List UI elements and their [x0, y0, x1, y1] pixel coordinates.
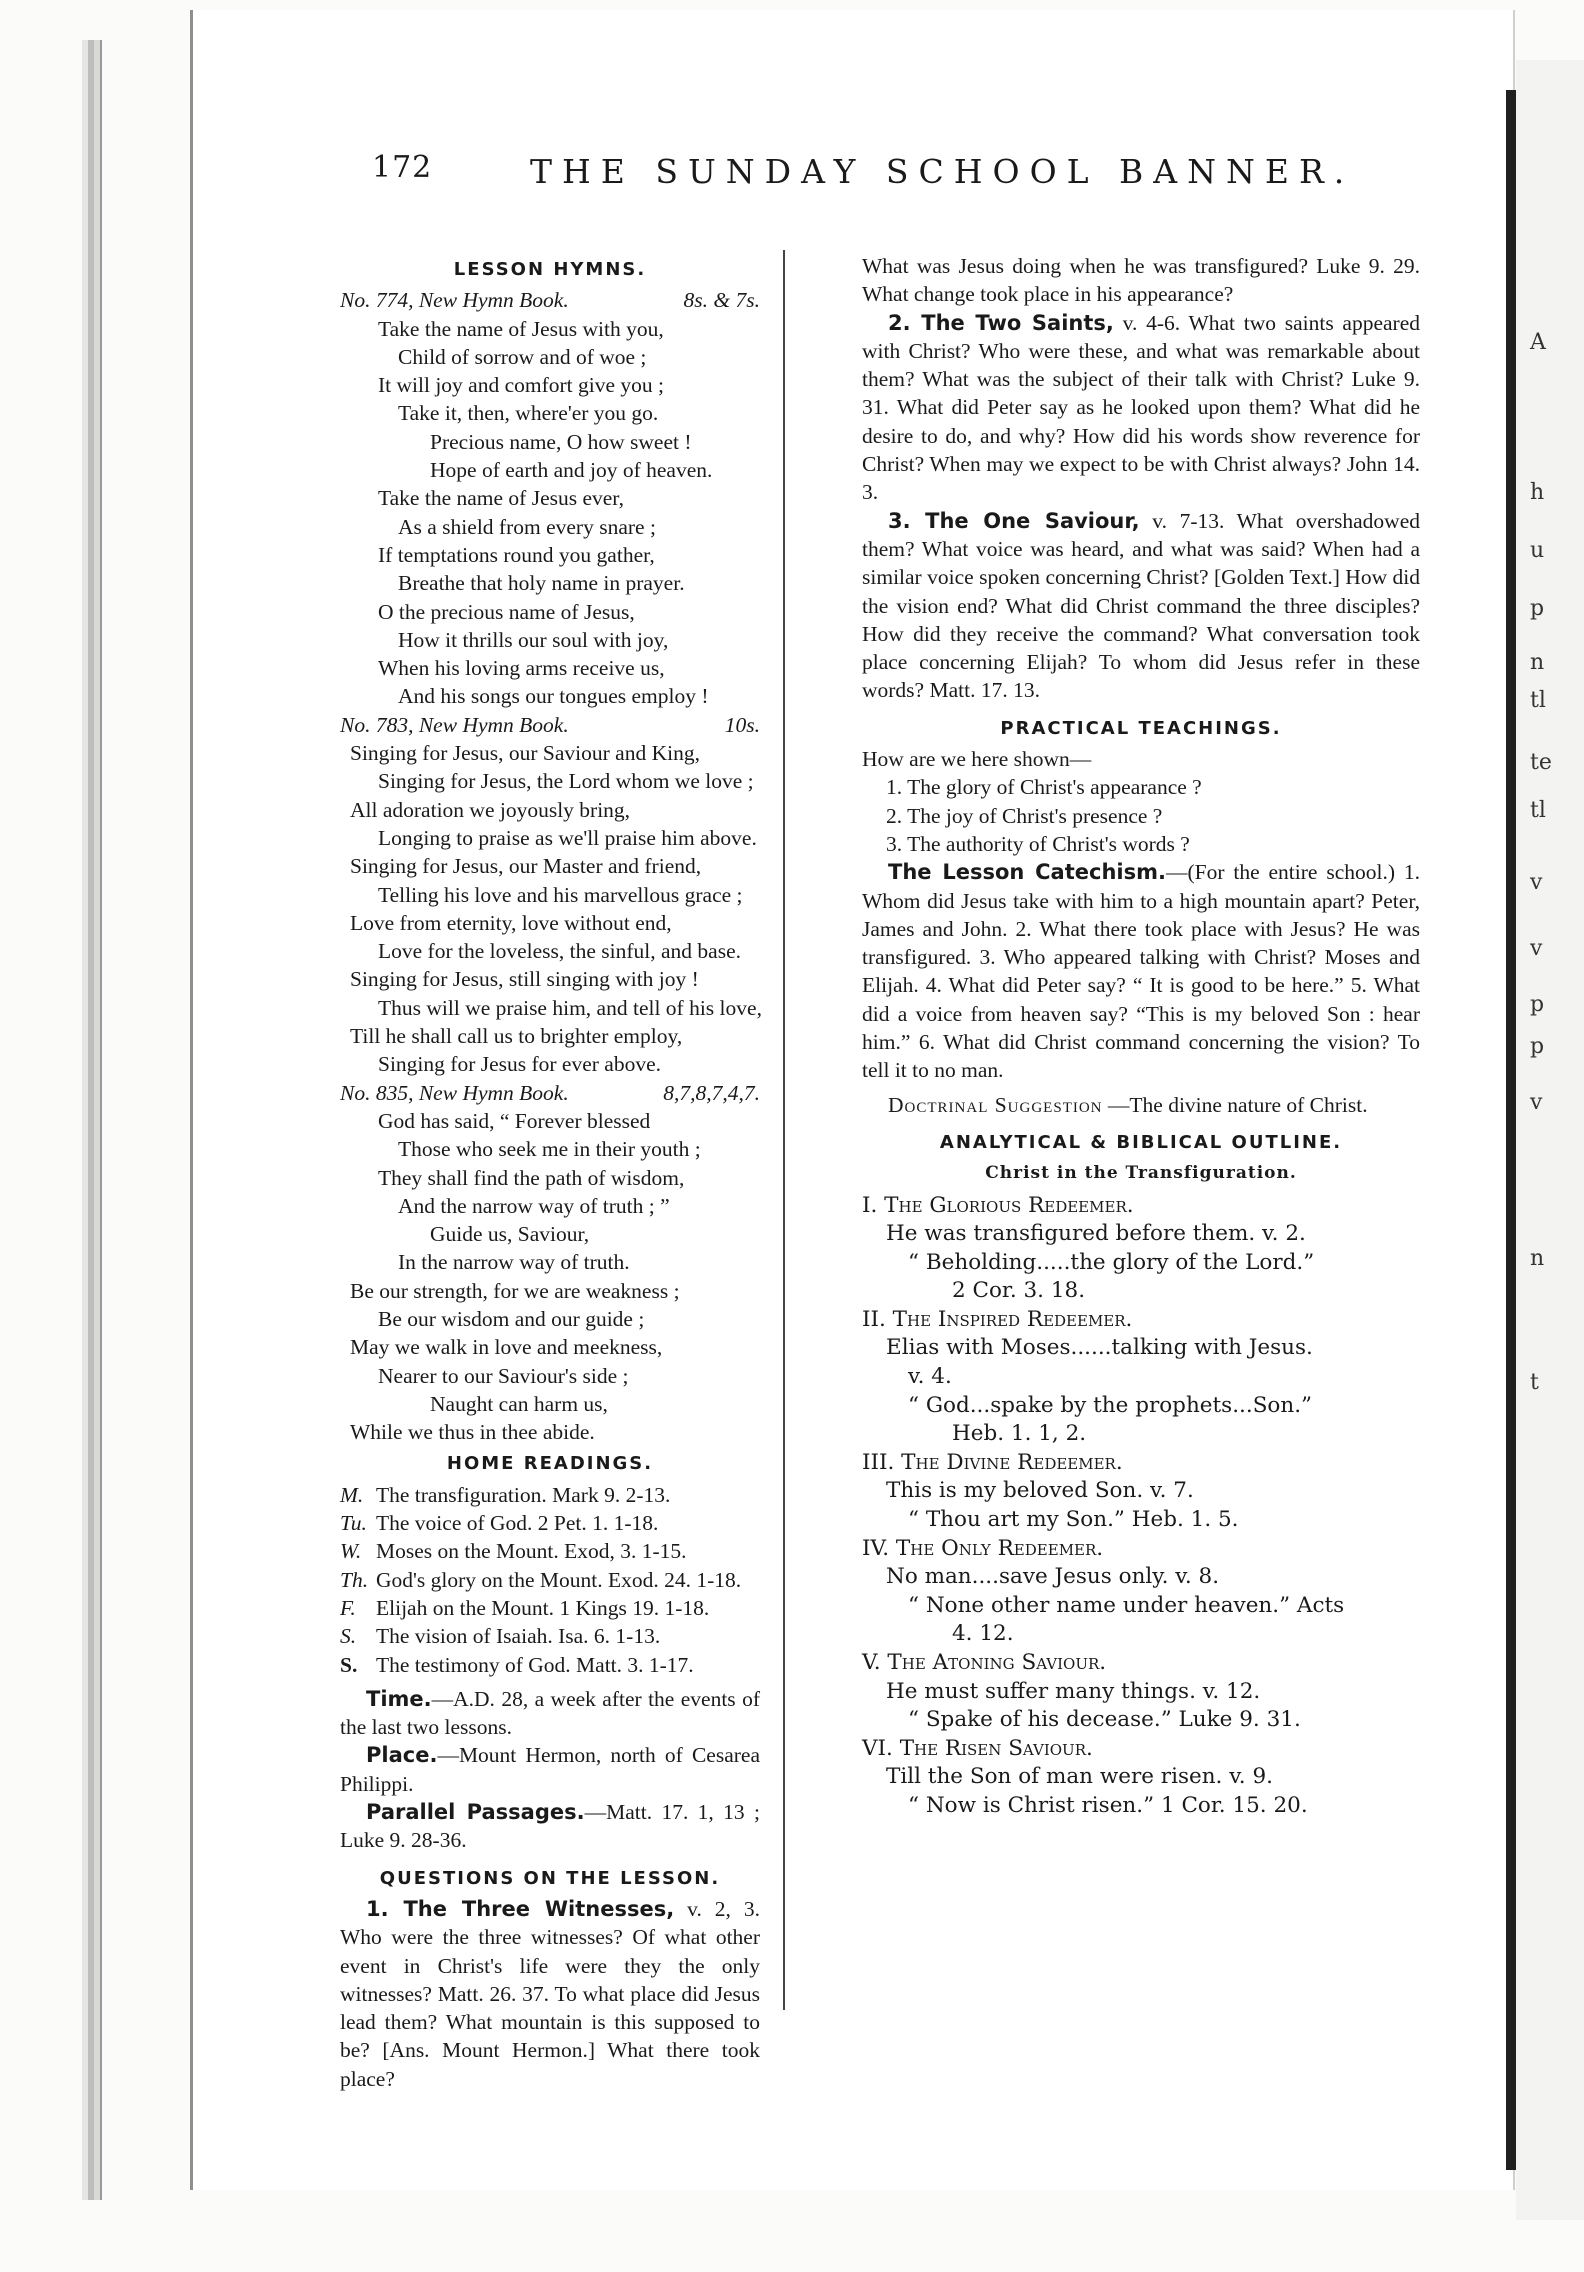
reading-text: Moses on the Mount. Exod, 3. 1-15. [376, 1539, 687, 1564]
practical-item: 1. The glory of Christ's appearance ? [886, 775, 1202, 800]
verse-line: Till he shall call us to brighter employ, [350, 1024, 683, 1049]
verse-line: Singing for Jesus, still singing with joy ! [350, 967, 699, 992]
outline-list [862, 1192, 1420, 1821]
question-block [862, 309, 1420, 507]
verse-line: Love for the loveless, the sinful, and base. [378, 939, 742, 964]
lesson-hymns-heading: LESSON HYMNS. [453, 259, 647, 280]
verse-line: Longing to praise as we'll praise him above. [378, 825, 757, 850]
verse-line: May we walk in love and meekness, [350, 1335, 663, 1360]
reading-row [340, 1537, 760, 1565]
verse-line: Nearer to our Saviour's side ; [378, 1363, 629, 1388]
reading-row [340, 1622, 760, 1650]
running-head: THE SUNDAY SCHOOL BANNER. [530, 152, 1355, 191]
reading-text: The transfiguration. Mark 9. 2-13. [376, 1482, 671, 1507]
catechism-text: —(For the entire school.) 1. Whom did Jesus take with him to a high mountain apart? Peter, James and John. 2. What there took place with Jesus? He was transfigured. 3. Who appeared talking with Christ? Moses and Elijah. 4. What did Peter say? “ It is good to be here.” 5. What did a voice from heaven say? “This is my beloved Son : hear him.” 6. What did Christ command concerning the vision? To tell it to no man. [862, 860, 1420, 1083]
verse-line: Telling his love and his marvellous grace ; [378, 882, 743, 907]
reading-text: Elijah on the Mount. 1 Kings 19. 1-18. [376, 1595, 710, 1620]
reading-text: The testimony of God. Matt. 3. 1-17. [376, 1652, 694, 1677]
reading-row [340, 1481, 760, 1509]
doctrinal-label: Doctrinal Suggestion [888, 1092, 1103, 1117]
reading-text: The voice of God. 2 Pet. 1. 1-18. [376, 1511, 659, 1536]
outline-heading-line: IV. The Only Redeemer. [862, 1535, 1104, 1561]
outline-line: v. 4. [908, 1364, 952, 1390]
reading-day: Th. [340, 1567, 369, 1592]
practical-intro: How are we here shown— [862, 747, 1092, 772]
question-label: 2. The Two Saints, [888, 310, 1114, 335]
verse-line: Take it, then, where'er you go. [398, 401, 659, 426]
outline-line: No man....save Jesus only. v. 8. [886, 1564, 1220, 1590]
hymn-ref: No. 783, New Hymn Book. [340, 712, 569, 737]
outline-line: “ God...spake by the prophets...Son.” [908, 1392, 1313, 1418]
facing-page-fragment: p [1530, 596, 1545, 621]
right-column [862, 252, 1420, 1821]
outline-line: 2 Cor. 3. 18. [952, 1278, 1086, 1304]
facing-page-fragment: t [1530, 1370, 1539, 1395]
verse-line: If temptations round you gather, [378, 542, 655, 567]
binding-gutter [1506, 90, 1516, 2170]
reading-text: The vision of Isaiah. Isa. 6. 1-13. [376, 1624, 661, 1649]
verse-line: Precious name, O how sweet ! [430, 429, 692, 454]
time-paragraph [340, 1685, 760, 1742]
practical-item: 2. The joy of Christ's presence ? [886, 803, 1163, 828]
facing-page-fragment: n [1530, 1246, 1545, 1271]
facing-page-fragment: p [1530, 1034, 1545, 1059]
parallel-text: —Matt. 17. 1, 13 ; Luke 9. 28-36. [340, 1800, 760, 1853]
catechism-paragraph [862, 858, 1420, 1084]
outline-line: Till the Son of man were risen. v. 9. [886, 1764, 1273, 1790]
hymn-meter: 8,7,8,7,4,7. [663, 1080, 760, 1105]
verse-line: And the narrow way of truth ; ” [398, 1193, 670, 1218]
hymn-meter: 10s. [724, 712, 760, 737]
time-text: —A.D. 28, a week after the events of the last two lessons. [340, 1686, 760, 1740]
doctrinal-text: —The divine nature of Christ. [1102, 1092, 1368, 1117]
page-number: 172 [372, 150, 433, 185]
page-edges [100, 40, 202, 2200]
verse-line: Love from eternity, love without end, [350, 910, 672, 935]
outline-line: Elias with Moses......talking with Jesus. [886, 1335, 1313, 1361]
facing-page-fragment: v [1530, 870, 1543, 895]
question-text: v. 7-13. What overshadowed them? What voice was heard, and what was said? When had a similar voice spoken concerning Christ? [Golden Text.] How did the vision end? What did Christ command the three disciples? How did they receive the command? What conversation took place concerning Elijah? To whom did Jesus refer in these words? Matt. 17. 13. [862, 508, 1420, 703]
verse-line: They shall find the path of wisdom, [378, 1165, 685, 1190]
outline-heading-line: III. The Divine Redeemer. [862, 1449, 1123, 1475]
reading-row [340, 1509, 760, 1537]
verse-line: Child of sorrow and of woe ; [398, 344, 647, 369]
reading-row [340, 1594, 760, 1622]
question-block [340, 1895, 760, 2093]
question-text: v. 2, 3. Who were the three witnesses? Of what other event in Christ's life were they the only witnesses? Matt. 26. 37. To what place did Jesus lead them? What mountain is this supposed to be? [Ans. Mount Hermon.] What there took place? [340, 1896, 761, 2091]
reading-day: Tu. [340, 1511, 367, 1536]
verse-line: Guide us, Saviour, [430, 1222, 590, 1247]
verse-line: Hope of earth and joy of heaven. [430, 458, 713, 483]
reading-row [340, 1566, 760, 1594]
hymn-ref: No. 835, New Hymn Book. [340, 1080, 569, 1105]
hymn-ref: No. 774, New Hymn Book. [340, 288, 569, 313]
parallel-label: Parallel Passages. [366, 1800, 585, 1825]
facing-page-fragment: v [1530, 1090, 1543, 1115]
outline-line: “ Spake of his decease.” Luke 9. 31. [908, 1707, 1301, 1733]
question-block [862, 507, 1420, 705]
verse-line: In the narrow way of truth. [398, 1250, 630, 1275]
verse-line: All adoration we joyously bring, [350, 797, 631, 822]
verse-line: Take the name of Jesus ever, [378, 486, 624, 511]
verse-line: Singing for Jesus, our Master and friend, [350, 854, 702, 879]
column-rule [783, 250, 785, 2010]
left-column [340, 252, 760, 2093]
verse-line: How it thrills our soul with joy, [398, 627, 669, 652]
verse-line: Singing for Jesus, our Saviour and King, [350, 741, 700, 766]
outline-subheading: Christ in the Transfiguration. [985, 1163, 1297, 1184]
reading-day: W. [340, 1539, 362, 1564]
outline-line: This is my beloved Son. v. 7. [886, 1478, 1194, 1504]
hymn-meter: 8s. & 7s. [683, 288, 760, 313]
verse-line: While we thus in thee abide. [350, 1420, 595, 1445]
facing-page-fragment: A [1530, 330, 1546, 355]
outline-heading: ANALYTICAL & BIBLICAL OUTLINE. [939, 1131, 1343, 1153]
reading-text: God's glory on the Mount. Exod. 24. 1-18. [376, 1567, 742, 1592]
place-label: Place. [366, 1743, 438, 1768]
place-text: —Mount Hermon, north of Cesarea Philippi. [340, 1743, 760, 1796]
question-label: 1. The Three Witnesses, [366, 1896, 675, 1921]
time-label: Time. [366, 1686, 432, 1711]
reading-day: S. [340, 1652, 358, 1677]
practical-teachings-heading: PRACTICAL TEACHINGS. [1000, 717, 1282, 739]
outline-line: 4. 12. [952, 1621, 1014, 1647]
hymn [340, 1079, 760, 1447]
verse-line: Naught can harm us, [430, 1391, 608, 1416]
reading-day: S. [340, 1624, 357, 1649]
outline-heading-line: V. The Atoning Saviour. [862, 1650, 1107, 1675]
facing-page-fragment: u [1530, 538, 1545, 563]
facing-page-fragment: tl [1530, 798, 1546, 823]
verse-line: Singing for Jesus, the Lord whom we love ; [378, 769, 754, 794]
verse-line: As a shield from every snare ; [398, 514, 656, 539]
outline-line: “ Thou art my Son.” Heb. 1. 5. [908, 1507, 1239, 1533]
reading-day: F. [340, 1595, 356, 1620]
facing-page-fragment: tl [1530, 688, 1546, 713]
reading-day: M. [340, 1482, 364, 1507]
home-readings-heading: HOME READINGS. [446, 1453, 654, 1475]
verse-line: O the precious name of Jesus, [378, 599, 635, 624]
reading-row [340, 1651, 760, 1679]
questions-heading: QUESTIONS ON THE LESSON. [379, 1867, 721, 1889]
facing-page-fragment: n [1530, 650, 1545, 675]
outline-line: He must suffer many things. v. 12. [886, 1678, 1261, 1704]
hymn [340, 286, 760, 710]
outline-line: “ Beholding.....the glory of the Lord.” [908, 1249, 1315, 1275]
verse-line: Those who seek me in their youth ; [398, 1137, 701, 1162]
outline-line: “ Now is Christ risen.” 1 Cor. 15. 20. [908, 1792, 1308, 1818]
parallel-paragraph [340, 1798, 760, 1855]
facing-page-fragment: te [1530, 750, 1552, 775]
verse-line: God has said, “ Forever blessed [378, 1108, 651, 1133]
place-paragraph [340, 1741, 760, 1798]
verse-line: Singing for Jesus for ever above. [378, 1052, 662, 1077]
question-text: v. 4-6. What two saints appeared with Christ? Who were these, and what was remarkable about them? What was the subject of their talk with Christ? Luke 9. 31. What did Peter say as he looked upon them? What did he desire to do, and why? How did his words show reverence for Christ? When may we expect to be with Christ always? John 14. 3. [862, 310, 1420, 505]
verse-line: Be our strength, for we are weakness ; [350, 1278, 680, 1303]
question-continued: What was Jesus doing when he was transfigured? Luke 9. 29. What change took place in his appearance? [862, 254, 1420, 307]
question-label: 3. The One Saviour, [888, 508, 1140, 533]
practical-item: 3. The authority of Christ's words ? [886, 831, 1190, 856]
hymn [340, 711, 760, 1079]
verse-line: Take the name of Jesus with you, [378, 316, 664, 341]
facing-page-fragment: p [1530, 992, 1545, 1017]
verse-line: When his loving arms receive us, [378, 656, 665, 681]
facing-page-strip [1516, 60, 1584, 2220]
verse-line: Be our wisdom and our guide ; [378, 1306, 645, 1331]
outline-heading-line: II. The Inspired Redeemer. [862, 1306, 1133, 1332]
outline-line: “ None other name under heaven.” Acts [908, 1592, 1345, 1618]
outline-line: He was transfigured before them. v. 2. [886, 1221, 1306, 1247]
facing-page-fragment: h [1530, 480, 1545, 505]
verse-line: It will joy and comfort give you ; [378, 373, 665, 398]
facing-page-fragment: v [1530, 936, 1543, 961]
outline-heading-line: I. The Glorious Redeemer. [862, 1192, 1134, 1218]
outline-heading-line: VI. The Risen Saviour. [862, 1735, 1093, 1761]
doctrinal-paragraph [862, 1091, 1420, 1119]
catechism-label: The Lesson Catechism. [888, 860, 1166, 885]
verse-line: And his songs our tongues employ ! [398, 684, 709, 709]
verse-line: Breathe that holy name in prayer. [398, 571, 685, 596]
outline-line: Heb. 1. 1, 2. [952, 1421, 1087, 1447]
verse-line: Thus will we praise him, and tell of his love, [378, 995, 762, 1020]
